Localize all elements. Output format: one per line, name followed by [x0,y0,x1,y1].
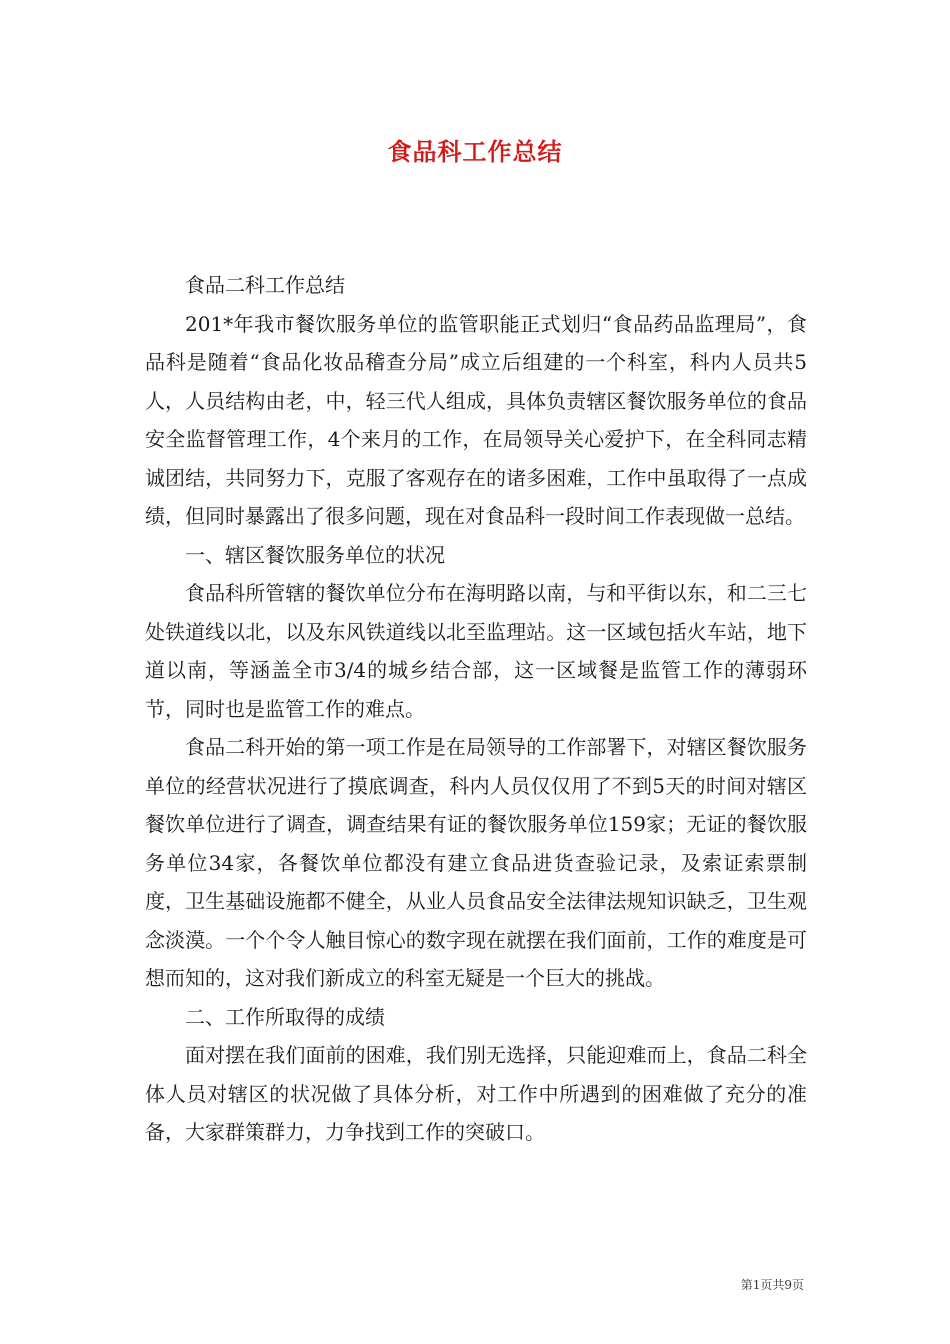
document-body [145,266,807,1152]
paragraph-subtitle: 食品二科工作总结 [185,273,345,297]
paragraph-intro: 201*年我市餐饮服务单位的监管职能正式划归“食品药品监理局”，食品科是随着“食品化妆品稽查分局”成立后组建的一个科室，科内人员共5人，人员结构由老，中，轻三代人组成，具体负责辖区餐饮服务单位的食品安全监督管理工作，4个来月的工作，在局领导关心爱护下，在全科同志精诚团结，共同努力下，克服了客观存在的诸多困难，工作中虽取得了一点成绩，但同时暴露出了很多问题，现在对食品科一段时间工作表现做一总结。 [145,311,807,528]
section-heading-2: 二、工作所取得的成绩 [185,1004,385,1029]
paragraph-survey: 食品二科开始的第一项工作是在局领导的工作部署下，对辖区餐饮服务单位的经营状况进行了摸底调查，科内人员仅仅用了不到5天的时间对辖区餐饮单位进行了调查，调查结果有证的餐饮服务单位159家；无证的餐饮服务单位34家，各餐饮单位都没有建立食品进货查验记录，及索证索票制度，卫生基础设施都不健全，从业人员食品安全法律法规知识缺乏，卫生观念淡漠。一个个令人触目惊心的数字现在就摆在我们面前，工作的难度是可想而知的，这对我们新成立的科室无疑是一个巨大的挑战。 [145,735,807,990]
section-heading-1: 一、辖区餐饮服务单位的状况 [185,542,445,567]
paragraph-achievements: 面对摆在我们面前的困难，我们别无选择，只能迎难而上，食品二科全体人员对辖区的状况做了具体分析，对工作中所遇到的困难做了充分的准备，大家群策群力，力争找到工作的突破口。 [145,1043,807,1144]
document-title: 食品科工作总结 [387,138,563,166]
paragraph-area: 食品科所管辖的餐饮单位分布在海明路以南，与和平街以东，和二三七处铁道线以北，以及东风铁道线以北至监理站。这一区域包括火车站，地下道以南，等涵盖全市3/4的城乡结合部，这一区域餐是监管工作的薄弱环节，同时也是监管工作的难点。 [145,581,807,721]
page-number: 第1页共9页 [740,1278,804,1292]
